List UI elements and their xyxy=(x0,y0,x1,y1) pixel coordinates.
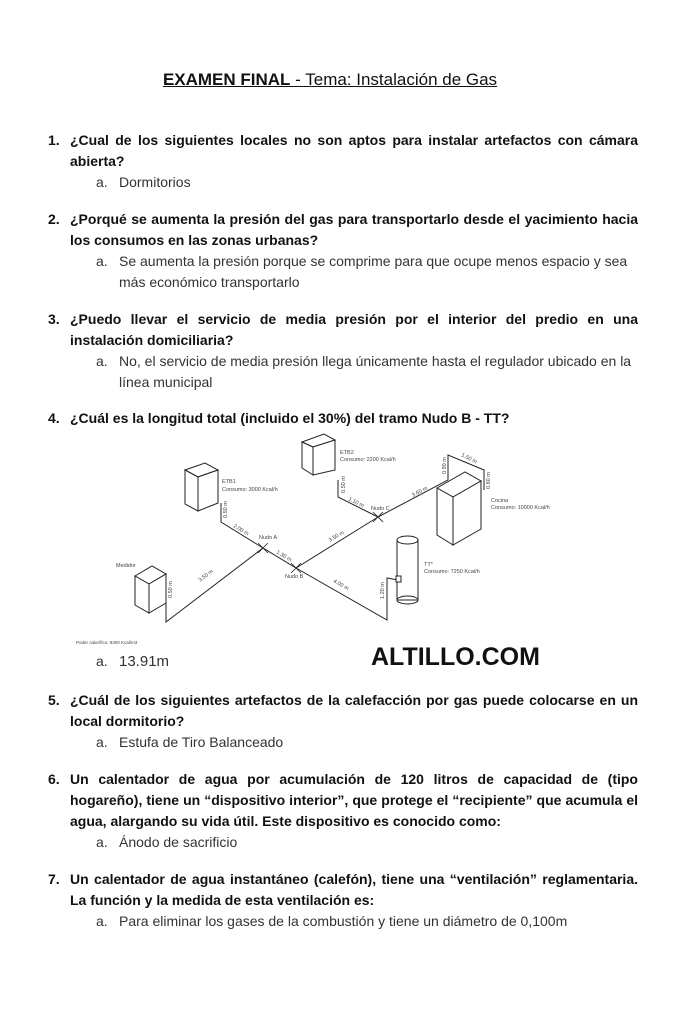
label-length: 4.00 m xyxy=(332,578,350,593)
answer-letter: a. xyxy=(96,253,108,269)
answer-text: Se aumenta la presión porque se comprime para que ocupe menos espacio y sea más económico transportarlo xyxy=(119,253,628,290)
label-nudo-b: Nudo B xyxy=(285,574,304,580)
answer-letter: a. xyxy=(96,913,108,929)
question-number: 2. xyxy=(48,211,60,227)
answer xyxy=(96,911,638,932)
label-length: 1.10 m xyxy=(347,496,365,510)
label-cocina-consumo: Consumo: 10000 Kcal/h xyxy=(491,505,550,511)
label-length: 0.60 m xyxy=(486,472,492,489)
answer-text: Dormitorios xyxy=(119,174,191,190)
answer-letter: a. xyxy=(96,353,108,369)
label-nudo-c: Nudo C xyxy=(371,506,390,512)
question-text: Un calentador de agua por acumulación de 120 litros de capacidad de (tipo hogareño), tiene un “dispositivo interior”, que protege el “recipiente” que acumula el agua, alargando su vida útil. Este dispositivo es conocido como: xyxy=(70,771,638,829)
question-text: ¿Cual de los siguientes locales no son aptos para instalar artefactos con cámara abierta? xyxy=(70,132,638,169)
question-text: ¿Cuál de los siguientes artefactos de la calefacción por gas puede colocarse en un local dormitorio? xyxy=(70,692,638,729)
label-cocina: Cocina xyxy=(491,498,509,504)
label-length: 1.20 m xyxy=(380,582,386,599)
question-number: 1. xyxy=(48,132,60,148)
answer-text: Ánodo de sacrificio xyxy=(119,834,238,850)
label-length: 3.50 m xyxy=(327,529,346,544)
question-6 xyxy=(48,769,638,853)
label-length: 1.30 m xyxy=(274,549,293,564)
question-number: 6. xyxy=(48,771,60,787)
answer-letter: a. xyxy=(96,174,108,190)
question-number: 3. xyxy=(48,311,60,327)
answer-text: 13.91m xyxy=(119,653,170,670)
answer-letter: a. xyxy=(96,834,108,850)
answer-text: No, el servicio de media presión llega únicamente hasta el regulador ubicado en la línea municipal xyxy=(119,353,632,390)
label-nudo-a: Nudo A xyxy=(259,535,278,541)
tt-cylinder xyxy=(396,536,418,604)
question-text: Un calentador de agua instantáneo (calefón), tiene una “ventilación” reglamentaria. La función y la medida de esta ventilación es: xyxy=(70,871,638,908)
question-text: ¿Porqué se aumenta la presión del gas para transportarlo desde el yacimiento hacia los consumos en las zonas urbanas? xyxy=(70,211,638,248)
question-number: 5. xyxy=(48,692,60,708)
answer-letter: a. xyxy=(96,653,108,669)
label-length: 0.50 m xyxy=(223,501,229,518)
question-7 xyxy=(48,869,638,932)
watermark-logo: ALTILLO.COM xyxy=(371,643,540,671)
question-5 xyxy=(48,690,638,753)
label-etb2-consumo: Consumo: 2200 Kcal/h xyxy=(340,457,396,463)
label-medidor: Medidor xyxy=(116,563,136,569)
label-length: 3.50 m xyxy=(197,568,215,584)
question-text: ¿Cuál es la longitud total (incluido el 30%) del tramo Nudo B - TT? xyxy=(70,410,510,426)
etb1-box xyxy=(185,463,218,511)
label-length: 0.50 m xyxy=(168,581,174,598)
medidor-box xyxy=(135,566,166,613)
label-length: 1.50 m xyxy=(460,452,478,466)
answer-text: Estufa de Tiro Balanceado xyxy=(119,734,284,750)
question-number: 7. xyxy=(48,871,60,887)
page-title: EXAMEN FINAL - Tema: Instalación de Gas xyxy=(162,70,498,89)
label-etb1: ETB1 xyxy=(222,479,236,485)
label-etb1-consumo: Consumo: 3000 Kcal/h xyxy=(222,487,278,493)
label-tt: TT* xyxy=(424,562,433,568)
etb2-box xyxy=(302,434,335,475)
label-poder-calorifico: Poder calorífico: 9300 Kcal/m3 xyxy=(76,640,138,645)
label-etb2: ETB2 xyxy=(340,450,354,456)
label-length: 0.50 m xyxy=(341,476,347,493)
label-tt-consumo: Consumo: 7250 Kcal/h xyxy=(424,569,480,575)
nodes xyxy=(258,512,383,573)
answer xyxy=(96,832,638,853)
question-text: ¿Puedo llevar el servicio de media presión por el interior del predio en una instalación domiciliaria? xyxy=(70,311,638,348)
label-length: 3.60 m xyxy=(411,485,429,499)
cocina-box xyxy=(437,472,481,545)
answer-text: Para eliminar los gases de la combustión y tiene un diámetro de 0,100m xyxy=(119,913,568,929)
answer-letter: a. xyxy=(96,734,108,750)
question-number: 4. xyxy=(48,410,60,426)
label-length: 0.90 m xyxy=(442,457,448,474)
answer xyxy=(96,732,638,753)
label-length: 2.00 m xyxy=(231,523,250,538)
